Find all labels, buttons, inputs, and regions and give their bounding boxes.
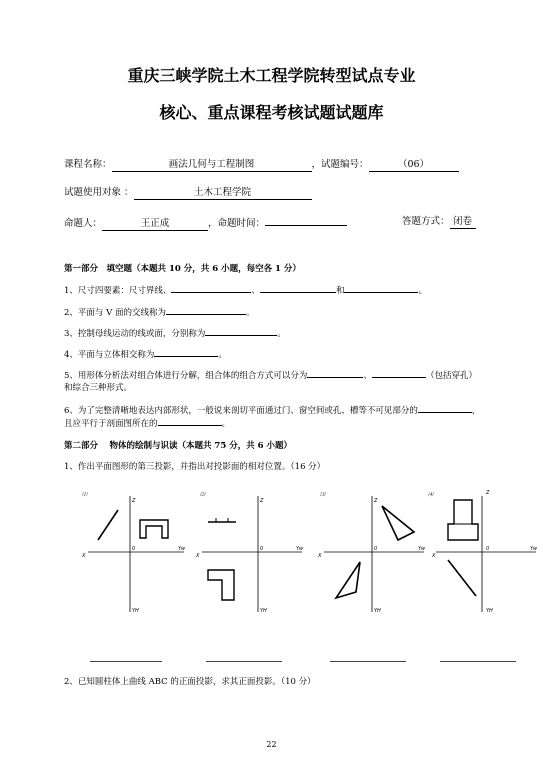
answer-line-figure-4[interactable] bbox=[440, 661, 516, 662]
answer-line-figure-3[interactable] bbox=[330, 661, 406, 662]
title-line-2: 核心、重点课程考核试题试题库 bbox=[159, 103, 384, 122]
figure-1-number: ⑴ bbox=[82, 492, 88, 498]
target-row bbox=[64, 184, 312, 200]
answer-blank[interactable] bbox=[171, 283, 251, 293]
shape-projection-top bbox=[208, 570, 234, 600]
axis-yw-label: Yw bbox=[178, 546, 186, 552]
shape-projection-front bbox=[448, 500, 478, 540]
author-label: 命题人： bbox=[64, 218, 103, 229]
question-1-4 bbox=[64, 347, 227, 360]
q3-end: 。 bbox=[277, 329, 286, 339]
question-1-3 bbox=[64, 326, 286, 339]
axis-x-label: X bbox=[432, 553, 436, 559]
q6-end: ， bbox=[471, 406, 481, 416]
axis-yh-label: YH bbox=[132, 608, 139, 614]
q1-sep: 、 bbox=[251, 286, 260, 296]
part2-question-2: 2、已知圆柱体上曲线 ABC 的正面投影，求其正面投影。（10 分） bbox=[64, 677, 316, 687]
q6b-text: 且应平行于剖面图所在的 bbox=[64, 419, 158, 429]
time-label: ，命题时间： bbox=[208, 218, 266, 229]
question-1-1 bbox=[64, 283, 427, 296]
axis-x-label: X bbox=[82, 553, 86, 559]
axis-x-label: X bbox=[196, 553, 200, 559]
q5-sep: 、 bbox=[363, 371, 372, 381]
question-1-5-cont: 和综合三种形式。 bbox=[64, 383, 133, 393]
figure-4-number: ⑷ bbox=[428, 492, 434, 498]
figure-2-number: ⑵ bbox=[200, 492, 206, 498]
q6-text: 6、为了完整清晰地表达内部形状，一般说来剖切平面通过门、窗空间或孔、槽等不可见部分的 bbox=[64, 406, 418, 416]
q3-text: 3、控制母线运动的线或面，分别称为 bbox=[64, 329, 206, 339]
axis-yw-label: Yw bbox=[296, 546, 304, 552]
answer-blank[interactable] bbox=[260, 283, 336, 293]
answer-blank[interactable] bbox=[154, 347, 218, 357]
author-value: 王正成 bbox=[102, 215, 208, 231]
question-1-5 bbox=[64, 368, 477, 381]
q2-end: 。 bbox=[245, 308, 255, 318]
target-label: 试题使用对象 ： bbox=[64, 187, 134, 198]
q1-and: 和 bbox=[335, 286, 345, 296]
answer-blank[interactable] bbox=[158, 416, 222, 426]
part2-heading: 第二部分 物体的绘制与识读（本题共 75 分，共 6 小题） bbox=[64, 441, 293, 451]
part1-heading: 第一部分 填空题（本题共 10 分，共 6 小题，每空各 1 分） bbox=[64, 264, 301, 274]
target-value: 土木工程学院 bbox=[134, 184, 312, 200]
q6b-end: 。 bbox=[221, 419, 231, 429]
figure-2 bbox=[198, 488, 308, 618]
axis-z-label: Z bbox=[260, 498, 264, 504]
author-row bbox=[64, 213, 347, 231]
line-projection-front bbox=[98, 510, 118, 540]
answer-blank[interactable] bbox=[205, 326, 277, 336]
axis-z-label: Z bbox=[374, 498, 378, 504]
q4-text: 4、平面与立体相交称为 bbox=[64, 350, 155, 360]
axis-origin-label: 0 bbox=[132, 546, 136, 552]
axis-yh-label: YH bbox=[486, 608, 493, 614]
q1-end: 。 bbox=[418, 286, 427, 296]
course-row bbox=[64, 156, 459, 172]
axis-yw-label: Yw bbox=[418, 546, 426, 552]
figure-1 bbox=[80, 488, 190, 618]
axis-yw-label: Yw bbox=[530, 546, 538, 552]
q5-text: 5、用形体分析法对组合体进行分解，组合体的组合方式可以分为 bbox=[64, 371, 308, 381]
answer-blank[interactable] bbox=[418, 403, 472, 413]
q5-note: （包括穿孔） bbox=[425, 371, 477, 381]
part2-question-1: 1、作出平面图形的第三投影，并指出对投影面的相对位置。（16 分） bbox=[64, 462, 326, 472]
answer-blank[interactable] bbox=[344, 283, 418, 293]
method-row bbox=[402, 213, 476, 229]
axis-z-label: Z bbox=[132, 498, 136, 504]
answer-line-figure-1[interactable] bbox=[90, 661, 162, 662]
question-1-6 bbox=[64, 403, 480, 416]
exam-no-value: （06） bbox=[369, 156, 459, 172]
answer-blank[interactable] bbox=[307, 368, 363, 378]
question-1-2 bbox=[64, 305, 254, 318]
axis-origin-label: 0 bbox=[374, 546, 378, 552]
answer-line-figure-2[interactable] bbox=[206, 661, 282, 662]
method-label: 答题方式： bbox=[402, 216, 450, 227]
axis-origin-label: 0 bbox=[486, 546, 490, 552]
line-projection-top bbox=[448, 560, 476, 596]
q4-end: 。 bbox=[218, 350, 227, 360]
triangle-projection-side bbox=[382, 506, 414, 540]
axis-z-label: Z bbox=[486, 490, 490, 496]
q2-text: 2、平面与 V 面的交线称为 bbox=[64, 308, 166, 318]
axis-yh-label: YH bbox=[374, 608, 381, 614]
axis-yh-label: YH bbox=[260, 608, 267, 614]
title-line-1: 重庆三峡学院土木工程学院转型试点专业 bbox=[127, 66, 416, 85]
exam-no-label: ，试题编号： bbox=[311, 159, 369, 170]
figure-3 bbox=[318, 488, 428, 618]
figure-4 bbox=[428, 488, 538, 618]
time-value bbox=[265, 213, 347, 226]
course-value: 画法几何与工程制图 bbox=[112, 156, 312, 172]
answer-blank[interactable] bbox=[166, 305, 246, 315]
axis-origin-label: 0 bbox=[260, 546, 264, 552]
answer-blank[interactable] bbox=[372, 368, 426, 378]
figure-3-number: ⑶ bbox=[320, 492, 326, 498]
q1-text: 1、尺寸四要素：尺寸界线、 bbox=[64, 286, 172, 296]
triangle-projection-top bbox=[336, 562, 360, 598]
shape-projection-side bbox=[140, 520, 168, 538]
page-number: 22 bbox=[266, 740, 277, 749]
course-label: 课程名称： bbox=[64, 159, 112, 170]
method-value: 闭卷 bbox=[450, 213, 476, 229]
question-1-6-cont bbox=[64, 416, 230, 429]
axis-x-label: X bbox=[318, 553, 322, 559]
